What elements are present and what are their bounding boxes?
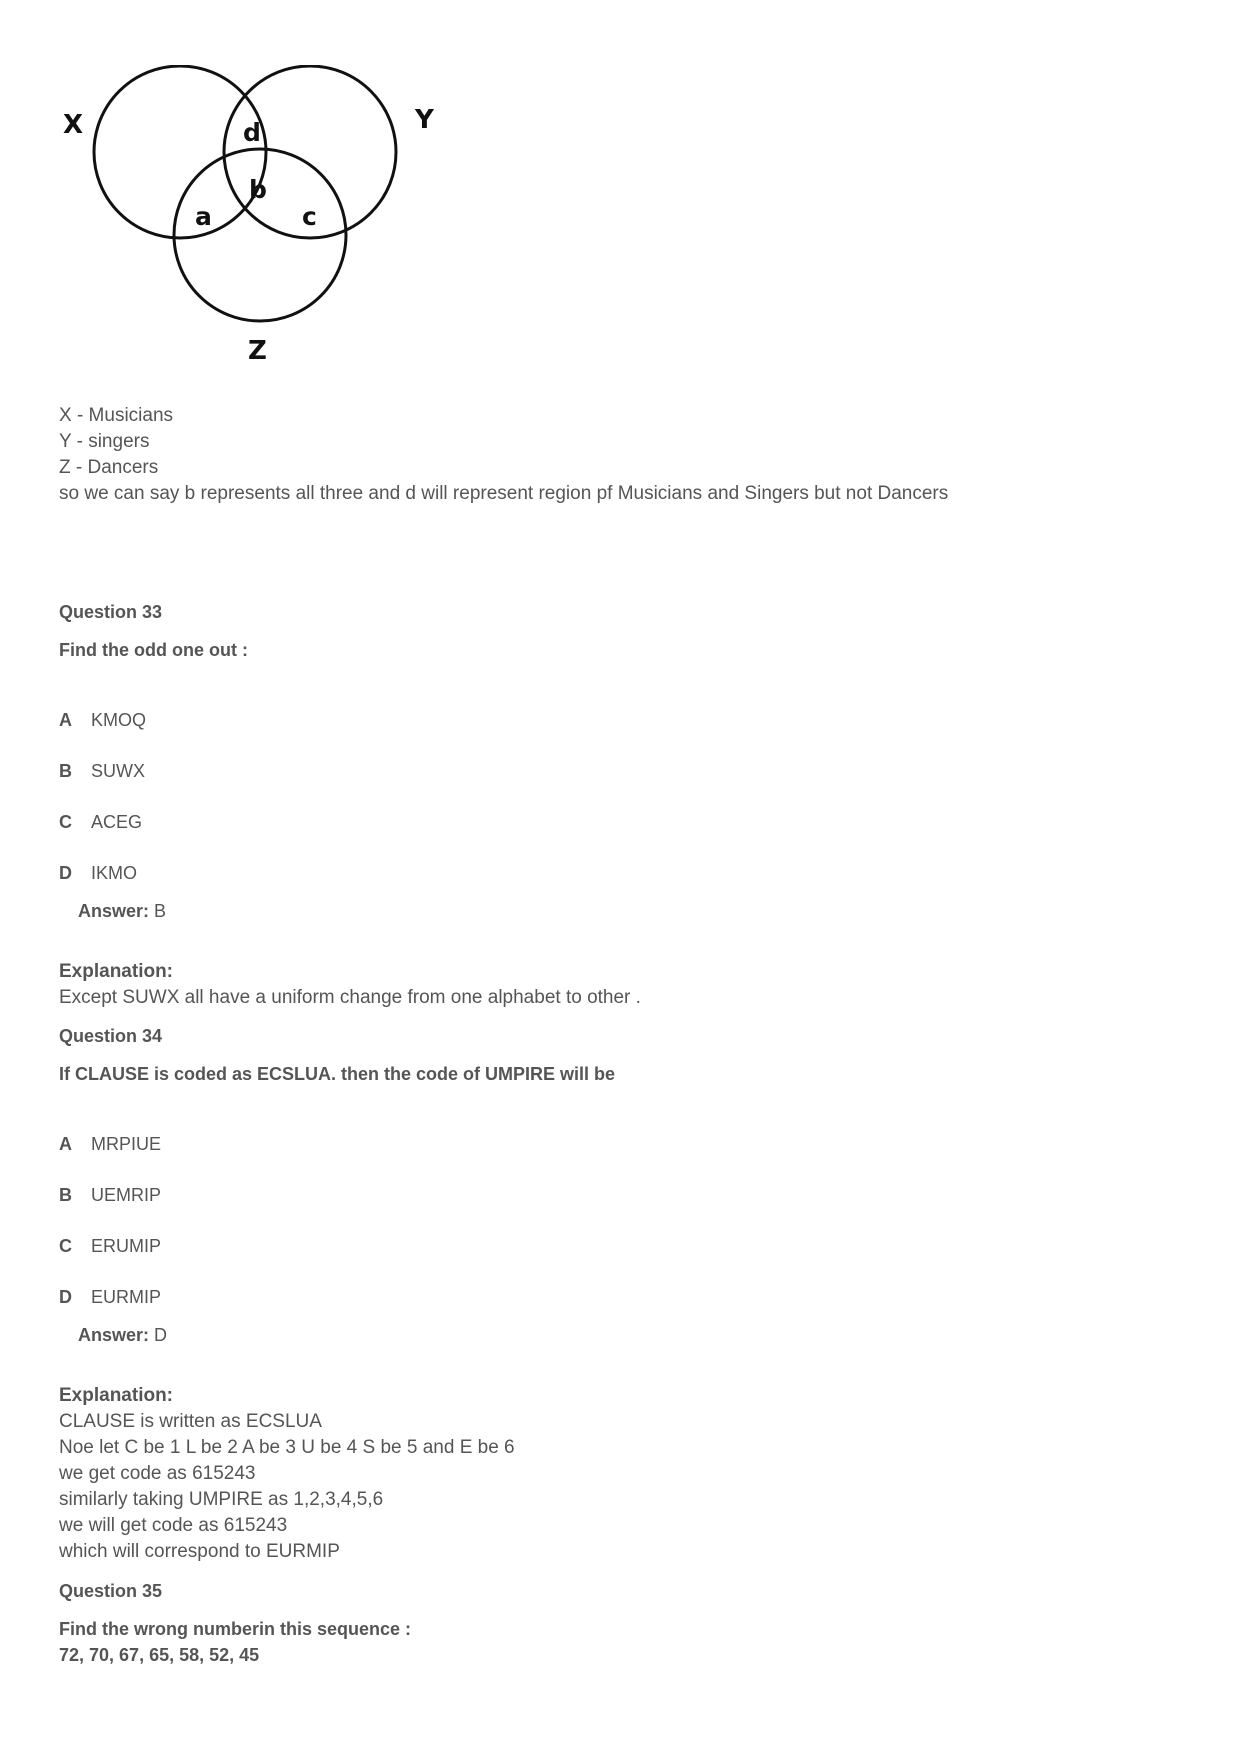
q33-option-d[interactable] [59, 863, 137, 884]
q33-option-c[interactable] [59, 812, 142, 833]
question-35-prompt: Find the wrong numberin this sequence : [59, 1619, 412, 1639]
option-letter: B [59, 761, 72, 781]
answer-value: B [154, 901, 167, 921]
answer-label: Answer: [78, 901, 150, 921]
q34-explanation-label: Explanation: [59, 1385, 174, 1406]
option-letter: C [59, 812, 72, 832]
option-letter: A [59, 1134, 72, 1154]
option-letter: D [59, 863, 72, 883]
option-text: KMOQ [91, 710, 147, 730]
q33-option-a[interactable] [59, 710, 146, 731]
region-label-c: c [302, 202, 317, 231]
legend-line-y: Y - singers [59, 431, 150, 452]
region-label-b: b [249, 175, 267, 204]
q34-option-a[interactable] [59, 1134, 161, 1155]
q33-explanation-line: Except SUWX all have a uniform change from one alphabet to other . [59, 987, 641, 1008]
q33-option-b[interactable] [59, 761, 145, 782]
q34-explanation-line: Noe let C be 1 L be 2 A be 3 U be 4 S be 5 and E be 6 [59, 1437, 515, 1458]
q33-answer [78, 901, 166, 922]
option-letter: A [59, 710, 72, 730]
option-text: SUWX [91, 761, 145, 781]
answer-value: D [154, 1325, 168, 1345]
option-letter: D [59, 1287, 72, 1307]
answer-label: Answer: [78, 1325, 150, 1345]
q34-option-d[interactable] [59, 1287, 161, 1308]
option-text: UEMRIP [91, 1185, 162, 1205]
q34-explanation-line: CLAUSE is written as ECSLUA [59, 1411, 322, 1432]
question-33-prompt: Find the odd one out : [59, 640, 248, 660]
q34-explanation-line: we will get code as 615243 [59, 1515, 288, 1536]
option-text: ERUMIP [91, 1236, 162, 1256]
legend-line-x: X - Musicians [59, 405, 174, 426]
q34-answer [78, 1325, 167, 1346]
question-35-sequence: 72, 70, 67, 65, 58, 52, 45 [59, 1645, 260, 1665]
option-letter: C [59, 1236, 72, 1256]
q34-option-b[interactable] [59, 1185, 161, 1206]
set-label-z: Z [248, 336, 267, 366]
question-34-prompt: If CLAUSE is coded as ECSLUA. then the code of UMPIRE will be [59, 1064, 616, 1084]
question-35-title: Question 35 [59, 1581, 163, 1601]
set-label-x: X [63, 110, 84, 140]
option-text: EURMIP [91, 1287, 162, 1307]
question-33-title: Question 33 [59, 602, 163, 622]
q34-explanation-line: similarly taking UMPIRE as 1,2,3,4,5,6 [59, 1489, 384, 1510]
option-letter: B [59, 1185, 72, 1205]
question-34-title: Question 34 [59, 1026, 163, 1046]
q33-explanation-label: Explanation: [59, 961, 174, 982]
q34-option-c[interactable] [59, 1236, 161, 1257]
option-text: IKMO [91, 863, 138, 883]
legend-summary: so we can say b represents all three and d will represent region pf Musicians and Singers but not Dancers [59, 483, 949, 504]
region-label-d: d [243, 118, 261, 147]
q34-explanation-line: we get code as 615243 [59, 1463, 256, 1484]
q34-explanation-line: which will correspond to EURMIP [59, 1541, 340, 1562]
set-label-y: Y [415, 105, 434, 135]
option-text: ACEG [91, 812, 143, 832]
region-label-a: a [195, 202, 212, 231]
option-text: MRPIUE [91, 1134, 162, 1154]
legend-line-z: Z - Dancers [59, 457, 159, 478]
venn-diagram [55, 65, 435, 405]
